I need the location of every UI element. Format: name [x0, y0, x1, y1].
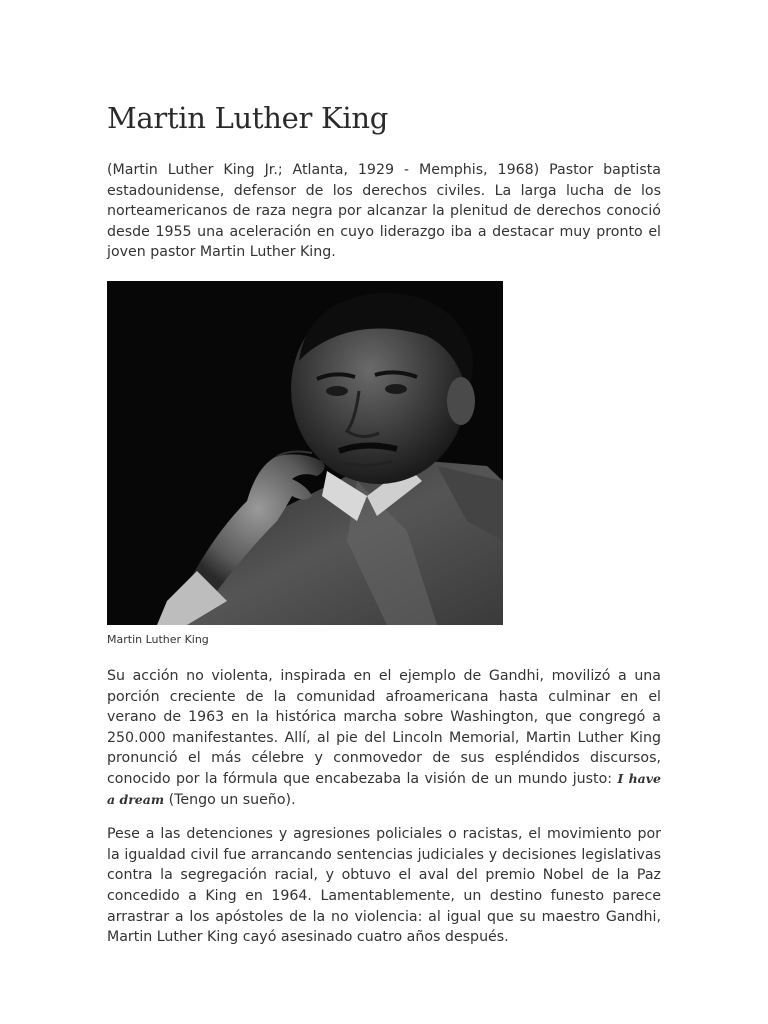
paragraph-2-text: Su acción no violenta, inspirada en el ejemplo de Gandhi, movilizó a una porción creciente de la comunidad afroamericana hasta culminar en el verano de 1963 en la histórica marcha sobre Washington, que congregó a 250.000 manifestantes. Allí, al pie del Lincoln Memorial, Martin Luther King pronunció el más célebre y conmovedor de sus espléndidos discursos, conocido por la fórmula que encabezaba la visión de un mundo justo: — [107, 667, 661, 787]
intro-paragraph: (Martin Luther King Jr.; Atlanta, 1929 - Memphis, 1968) Pastor baptista estadounidense, defensor de los derechos civiles. La larga lucha de los norteamericanos de raza negra por alcanzar la plenitud de derechos conoció desde 1955 una aceleración en cuyo liderazgo iba a destacar muy pronto el joven pastor Martin Luther King. — [107, 162, 661, 261]
dream-quote: I have a dream — [107, 770, 661, 807]
paragraph-2 — [107, 666, 661, 810]
article — [107, 98, 661, 948]
paragraph-2-tail: (Tengo un sueño). — [164, 791, 296, 808]
paragraph-3: Pese a las detenciones y agresiones policiales o racistas, el movimiento por la igualdad civil fue arrancando sentencias judiciales y decisiones legislativas contra la segregación racial, y obtuvo el aval del premio Nobel de la Paz concedido a King en 1964. Lamentablemente, un destino funesto parece arrastrar a los apóstoles de la no violencia: al igual que su maestro Gandhi, Martin Luther King cayó asesinado cuatro años después. — [107, 826, 661, 946]
portrait-photo — [107, 281, 503, 625]
article-title: Martin Luther King — [107, 101, 388, 135]
image-caption: Martin Luther King — [107, 632, 209, 646]
